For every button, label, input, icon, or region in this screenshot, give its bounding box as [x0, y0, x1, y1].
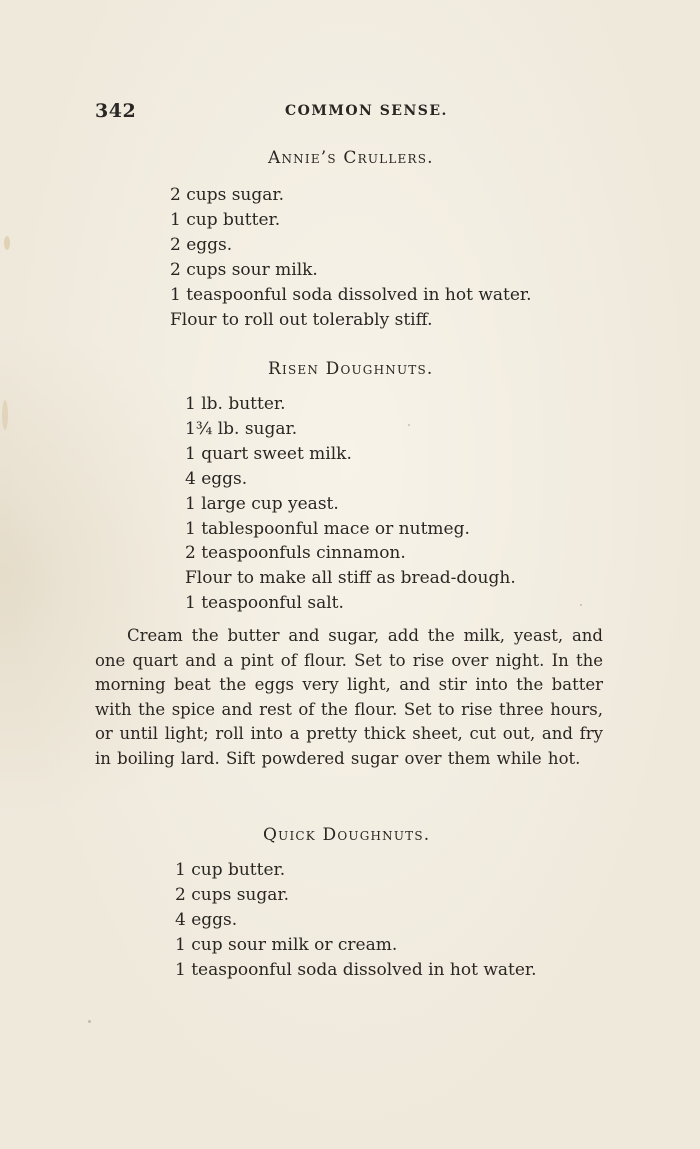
ingredient-item: 2 teaspoonfuls cinnamon.	[185, 543, 406, 564]
ingredient-item: 4 eggs.	[185, 468, 248, 489]
ingredient-list-quick-doughnuts	[175, 858, 537, 983]
paper-speck	[408, 424, 410, 426]
ingredient-item: 1 tablespoonful mace or nutmeg.	[185, 518, 470, 539]
ingredient-item: 1 cup sour milk or cream.	[175, 934, 398, 955]
running-title: COMMON SENSE.	[285, 103, 448, 119]
ingredient-item: 2 cups sour milk.	[170, 259, 318, 280]
ingredient-list-risen-doughnuts	[185, 392, 516, 616]
ingredient-item: 1 teaspoonful soda dissolved in hot water.	[170, 284, 532, 305]
paper-speck	[580, 604, 582, 606]
recipe-title-annies-crullers: Annie’s Crullers.	[268, 148, 434, 168]
recipe-directions-risen-doughnuts: Cream the butter and sugar, add the milk, yeast, and one quart and a pint of flour. Set to rise over night. In the morning beat the eggs very light, and stir into the batter with the spice and rest of the flour. Set to rise three hours, or until light; roll into a pretty thick sheet, cut out, and fry in boiling lard. Sift powdered sugar over them while hot.	[95, 626, 603, 768]
page-number: 342	[95, 100, 137, 122]
ingredient-item: 2 cups sugar.	[170, 185, 285, 205]
recipe-title-quick-doughnuts: Quick Doughnuts.	[263, 825, 431, 845]
paper-stain	[4, 236, 10, 250]
ingredient-item: Flour to make all stiff as bread-dough.	[185, 568, 516, 589]
ingredient-item: 2 cups sugar.	[175, 884, 290, 905]
recipe-title-risen-doughnuts: Risen Doughnuts.	[268, 359, 434, 379]
ingredient-item: 1 teaspoonful salt.	[185, 593, 344, 614]
ingredient-item: 1 cup butter.	[175, 860, 286, 880]
ingredient-item: 1 cup butter.	[170, 209, 281, 230]
ingredient-item: 2 eggs.	[170, 234, 233, 255]
ingredient-item: 1 lb. butter.	[185, 394, 286, 414]
ingredient-item: 4 eggs.	[175, 909, 238, 930]
ingredient-item: 1 teaspoonful soda dissolved in hot water.	[175, 959, 537, 980]
paper-stain	[2, 400, 8, 430]
paper-speck	[88, 1020, 91, 1023]
ingredient-item: 1 quart sweet milk.	[185, 443, 352, 464]
running-head	[95, 100, 610, 124]
ingredient-list-annies-crullers	[170, 183, 532, 332]
ingredient-item: 1¾ lb. sugar.	[185, 418, 298, 439]
ingredient-item: Flour to roll out tolerably stiff.	[170, 309, 433, 330]
ingredient-item: 1 large cup yeast.	[185, 493, 339, 514]
